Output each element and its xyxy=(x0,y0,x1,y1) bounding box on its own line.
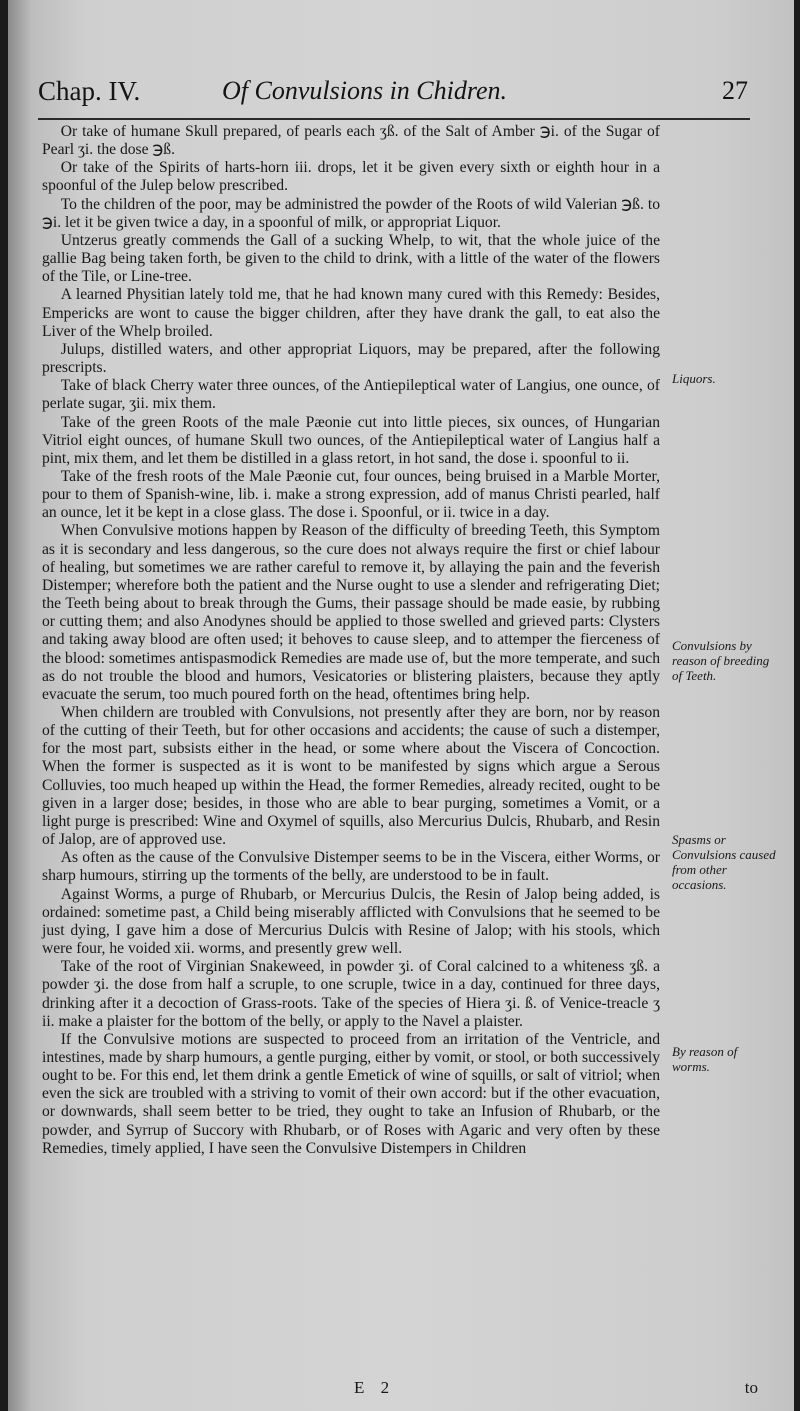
paragraph: Julups, distilled waters, and other appropriat Liquors, may be prepared, after the following prescripts. xyxy=(42,340,660,377)
main-text xyxy=(42,123,660,1158)
paragraph: When childern are troubled with Convulsions, not presently after they are born, nor by reason of the cutting of their Teeth, but for other occasions and accidents; the cause of such a distemper, for the most part, subsists either in the head, or some where about the Viscera of Concoction. When the former is suspected as it is wont to be manifested by signs which argue a Serous Colluvies, too much heaped up within the Head, the former Remedies, already recited, ought to be given in a larger dose; besides, in those who are able to bear purging, sometimes a Vomit, or a light purge is prescribed: Wine and Oxymel of squills, also Mercurius Dulcis, Rhubarb, and Resin of Jalop, are of approved use. xyxy=(42,704,660,849)
paragraph: Take of black Cherry water three ounces, of the Antiepileptical water of Langius, one ounce, of perlate sugar, ʒii. mix them. xyxy=(42,377,660,413)
paragraph: To the children of the poor, may be administred the powder of the Roots of wild Valerian ℈ß. to ℈i. let it be given twice a day, in a spoonful of milk, or appropriat Liquor. xyxy=(42,195,660,231)
header-rule xyxy=(38,118,750,120)
margin-note-worms: By reason of worms. xyxy=(672,1044,738,1074)
paragraph: Or take of the Spirits of harts-horn iii. drops, let it be given every sixth or eighth hour in a spoonful of the Julep below prescribed. xyxy=(42,159,660,195)
page-footer xyxy=(38,1378,758,1402)
paragraph: Or take of humane Skull prepared, of pearls each ʒß. of the Salt of Amber ℈i. of the Sugar of Pearl ʒi. the dose ℈ß. xyxy=(42,123,660,159)
running-header xyxy=(38,76,748,116)
signature-mark: E 2 xyxy=(354,1378,396,1397)
paragraph: Take of the root of Virginian Snakeweed, in powder ʒi. of Coral calcined to a whiteness ʒß. a powder ʒi. the dose from half a scruple, to one scruple, twice in a day, continued for three days, drinking after it a decoction of Grass-roots. Take of the species of Hiera ʒi. ß. of Venice-treacle ʒ ii. make a plaister for the bottom of the belly, or apply to the Navel a plaister. xyxy=(42,958,660,1030)
paragraph: Take of the fresh roots of the Male Pæonie cut, four ounces, being bruised in a Marble Morter, pour to them of Spanish-wine, lib. i. make a strong expression, add of manus Christi pearled, half an ounce, let it be kept in a close glass. The dose i. Spoonful, or ii. twice in a day. xyxy=(42,467,660,522)
chapter-label: Chap. IV. xyxy=(38,76,141,106)
book-page xyxy=(8,0,794,1411)
margin-note-other-occasions: Spasms or Convulsions caused from other occasions. xyxy=(672,832,776,892)
paragraph: Against Worms, a purge of Rhubarb, or Mercurius Dulcis, the Resin of Jalop being added, is ordained: sometime past, a Child being miserably afflicted with Convulsions that he seemed to be just dying, I gave him a dose of Mercurius Dulcis with Resine of Jalop; with his stools, which were four, he voided xii. worms, and presently grew well. xyxy=(42,885,660,958)
paragraph: If the Convulsive motions are suspected to proceed from an irritation of the Ventricle, and intestines, made by sharp humours, a gentle purging, either by vomit, or stool, or both successively ought to be. For this end, let them drink a gentle Emetick of wine of squills, or salt of vitriol; when even the sick are troubled with a striving to vomit of their own accord: but if the other evacuation, or downwards, shall seem better to be tried, they ought to take an Infusion of Rhubarb, or the powder, and Syrrup of Succory with Rhubarb, or of Roses with Agaric and very often by these Remedies, timely applied, I have seen the Convulsive Distempers in Children xyxy=(42,1030,660,1157)
chapter-title: Of Convulsions in Chidren. xyxy=(222,76,508,105)
paragraph: Take of the green Roots of the male Pæonie cut into little pieces, six ounces, of Hungarian Vitriol eight ounces, of humane Skull two ounces, of the Antiepileptical water of Langius half a pint, mix them, and let them be distilled in a glass retort, in hot sand, the dose i. spoonful to ii. xyxy=(42,413,660,467)
paragraph: As often as the cause of the Convulsive Distemper seems to be in the Viscera, either Worms, or sharp humours, stirring up the torments of the belly, are understood to be in fault. xyxy=(42,849,660,885)
paragraph: When Convulsive motions happen by Reason of the difficulty of breeding Teeth, this Symptom as it is secondary and less dangerous, so the cure does not always require the first or chief labour of healing, but sometimes we are rather careful to remove it, by allaying the pain and the feverish Distemper; wherefore both the patient and the Nurse ought to use a slender and refrigerating Diet; the Teeth being about to break through the Gums, their passage should be made easie, by rubbing or cutting them; and also Anodynes should be applied to those swelled and grieved parts: Clysters and taking away blood are often used; it behoves to cause sleep, and to attemper the fierceness of the blood: sometimes antispasmodick Remedies are made use of, but the more temperate, and such as do not trouble the blood and humors, Vesicatories or blistering plaisters, because they aptly evacuate the serum, too much poured forth on the head, oftentimes bring help. xyxy=(42,522,660,703)
paragraph: A learned Physitian lately told me, that he had known many cured with this Remedy: Besides, Empericks are wont to cause the bigger children, after they have drank the gall, to eat also the Liver of the Whelp broiled. xyxy=(42,286,660,340)
page-number: 27 xyxy=(722,76,748,105)
margin-note-liquors: Liquors. xyxy=(672,371,716,386)
paragraph: Untzerus greatly commends the Gall of a sucking Whelp, to wit, that the whole juice of the gallie Bag being taken forth, be given to the child to drink, with a little of the water of the flowers of the Tile, or Line-tree. xyxy=(42,231,660,286)
catchword: to xyxy=(744,1378,758,1397)
margin-note-teeth: Convulsions by reason of breeding of Teeth. xyxy=(672,638,770,683)
